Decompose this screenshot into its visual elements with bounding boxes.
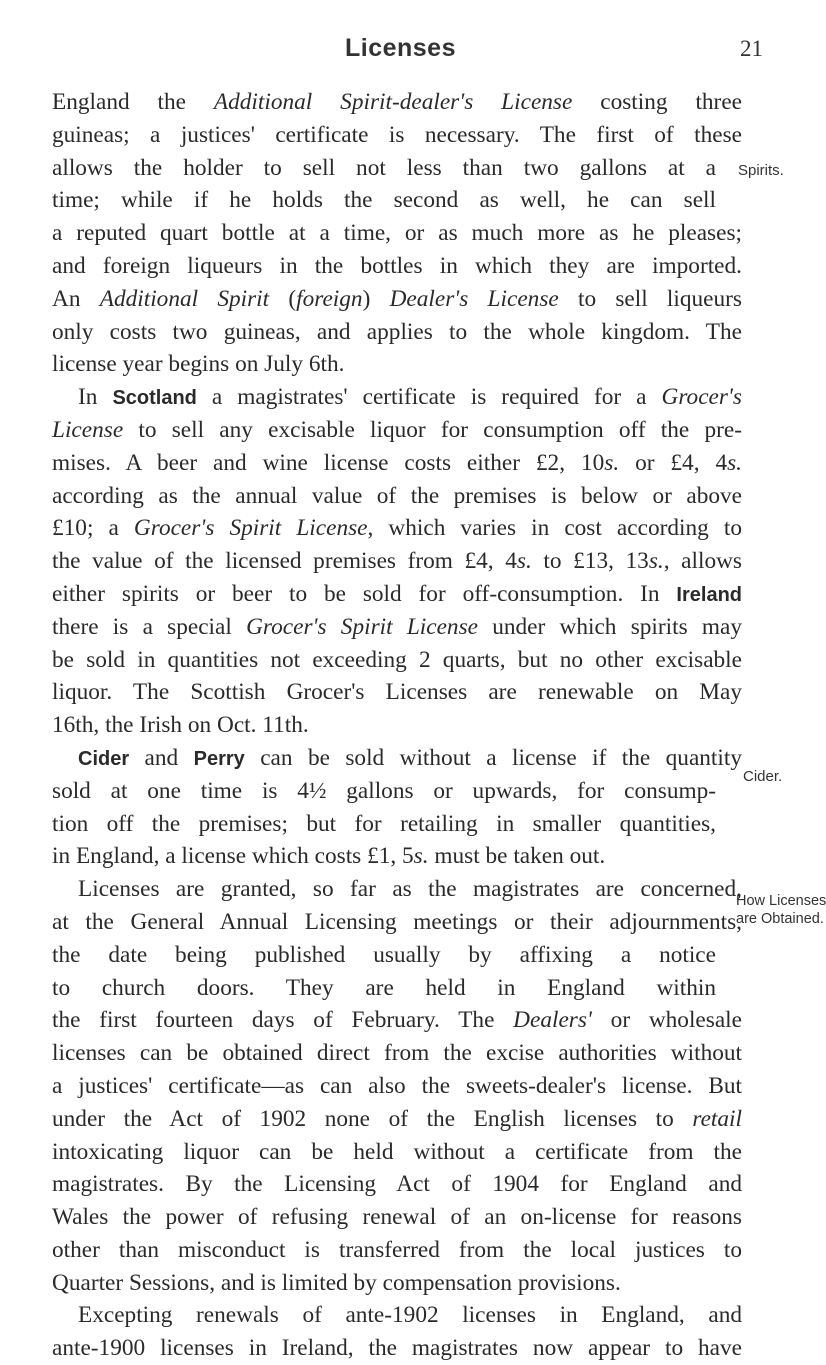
country-heading-ireland: Ireland (676, 583, 742, 606)
text-line: Excepting renewals of ante-1902 licenses in England, and (78, 1302, 742, 1329)
text-line: license year begins on July 6th. (52, 351, 345, 378)
text-line: either spirits or beer to be sold for off-consumption. In Ireland (52, 580, 742, 607)
text-line: licenses can be obtained direct from the excise authorities without (52, 1040, 742, 1067)
running-title: Licenses (344, 34, 456, 62)
text-line: License to sell any excisable liquor for consumption off the pre- (52, 416, 742, 443)
text-line: a reputed quart bottle at a time, or as much more as he pleases; (52, 220, 742, 247)
text-line: intoxicating liquor can be held without a certificate from the (52, 1138, 742, 1165)
heading-perry: Perry (193, 747, 245, 770)
body-text (52, 86, 742, 1365)
text-line: England the Additional Spirit-dealer's License costing three (52, 89, 742, 115)
page-header (0, 34, 801, 74)
text-line: liquor. The Scottish Grocer's Licenses are renewable on May (52, 679, 742, 706)
text-line: the date being published usually by affixing a notice (52, 941, 716, 968)
text-line: guineas; a justices' certificate is necessary. The first of these (52, 121, 742, 148)
text-line: to church doors. They are held in England within (52, 974, 716, 1001)
text-line: tion off the premises; but for retailing in smaller quantities, (52, 810, 716, 837)
text-line: at the General Annual Licensing meetings or their adjournments, (52, 908, 742, 935)
text-line: a justices' certificate—as can also the sweets-dealer's license. But (52, 1072, 742, 1099)
text-line: allows the holder to sell not less than two gallons at a (52, 154, 716, 181)
text-line: the value of the licensed premises from £4, 4s. to £13, 13s., allows (52, 548, 742, 575)
page-number: 21 (740, 36, 763, 61)
text-line: Wales the power of refusing renewal of an on-license for reasons (52, 1204, 742, 1231)
text-line: magistrates. By the Licensing Act of 1904 for England and (52, 1171, 742, 1198)
text-line: 16th, the Irish on Oct. 11th. (52, 712, 309, 739)
text-line: mises. A beer and wine license costs either £2, 10s. or £4, 4s. (52, 449, 742, 476)
text-line: In Scotland a magistrates' certificate is required for a Grocer's (78, 384, 742, 411)
margin-note-line: How Licenses (736, 893, 826, 909)
country-heading-scotland: Scotland (112, 387, 197, 410)
margin-note-spirits: Spirits. (738, 162, 784, 179)
heading-cider: Cider (78, 747, 130, 770)
text-line: £10; a Grocer's Spirit License, which varies in cost according to (52, 515, 742, 542)
margin-note-how-licenses-obtained (736, 892, 826, 928)
margin-note-line: are Obtained. (736, 911, 824, 927)
text-line: sold at one time is 4½ gallons or upwards, for consump- (52, 777, 716, 804)
text-line: other than misconduct is transferred from the local justices to (52, 1236, 742, 1263)
text-line: under the Act of 1902 none of the English licenses to retail (52, 1105, 742, 1132)
text-line: be sold in quantities not exceeding 2 quarts, but no other excisable (52, 646, 742, 673)
text-line: the first fourteen days of February. The Dealers' or wholesale (52, 1007, 742, 1034)
text-line: according as the annual value of the premises is below or above (52, 482, 742, 509)
text-line: in England, a license which costs £1, 5s. must be taken out. (52, 843, 606, 870)
text-line: only costs two guineas, and applies to the whole kingdom. The (52, 318, 742, 345)
text-line: An Additional Spirit (foreign) Dealer's License to sell liqueurs (52, 285, 742, 312)
text-line: there is a special Grocer's Spirit License under which spirits may (52, 613, 743, 640)
text-line: time; while if he holds the second as well, he can sell (52, 187, 716, 214)
margin-note-cider: Cider. (743, 768, 783, 785)
text-line: and foreign liqueurs in the bottles in which they are imported. (52, 252, 742, 279)
text-line: ante-1900 licenses in Ireland, the magistrates now appear to have (52, 1335, 742, 1362)
text-line: Licenses are granted, so far as the magistrates are concerned, (78, 876, 742, 903)
text-line: Cider and Perry can be sold without a license if the quantity (78, 744, 742, 771)
text-line: Quarter Sessions, and is limited by compensation provisions. (52, 1269, 621, 1296)
